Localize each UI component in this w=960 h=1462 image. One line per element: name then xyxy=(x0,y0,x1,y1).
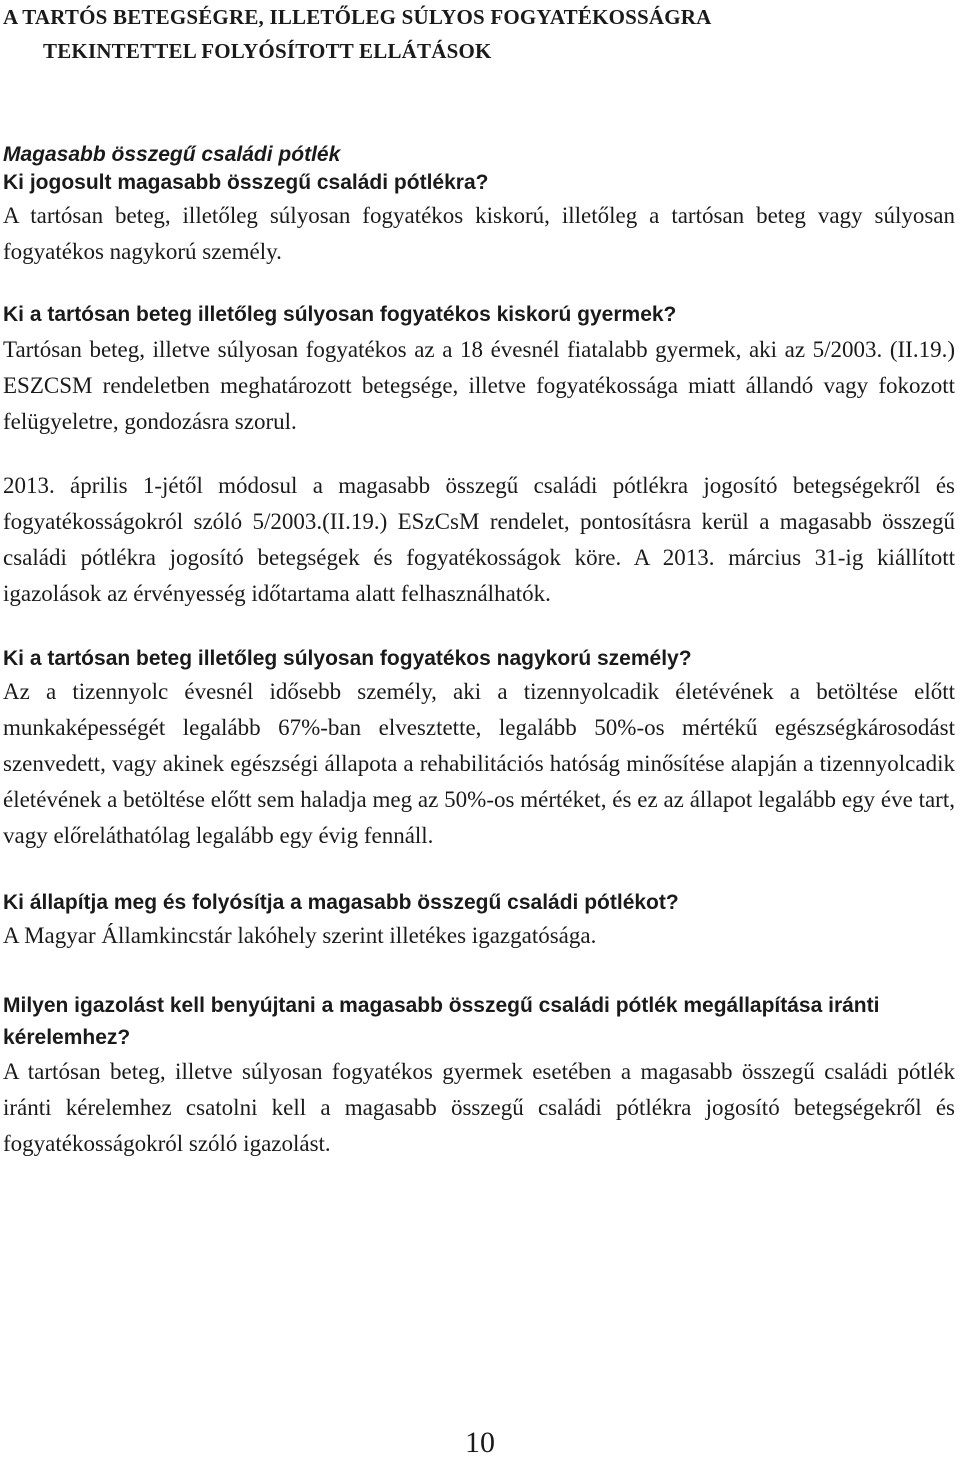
header-line-1: A TARTÓS BETEGSÉGRE, ILLETŐLEG SÚLYOS FOGYATÉKOSSÁGRA xyxy=(3,5,712,29)
qa-block xyxy=(3,990,955,1162)
answer-paragraph: A tartósan beteg, illetve súlyosan fogyatékos gyermek esetében a magasabb összegű családi pótlék iránti kérelemhez csatolni kell a magasabb összegű családi pótlékra jogosító betegségekről és fogyatékosságokról szóló igazolást. xyxy=(3,1059,955,1156)
document-page xyxy=(3,0,955,1162)
answer-paragraph: A tartósan beteg, illetőleg súlyosan fogyatékos kiskorú, illetőleg a tartósan beteg vagy súlyosan fogyatékos nagykorú személy. xyxy=(3,203,955,264)
page-number: 10 xyxy=(465,1426,495,1459)
answer-paragraph: Az a tizennyolc évesnél idősebb személy, aki a tizennyolcadik életévének a betöltése előtt munkaképességét legalább 67%-ban elvesztette, legalább 50%-os mértékű egészségkárosodást szenvedett, vagy akinek egészségi állapota a rehabilitációs hatóság minősítése alapján a tizennyolcadik életévének a betöltése előtt sem haladja meg az 50%-os mértéket, és ez az állapot legalább egy éve tart, vagy előreláthatólag legalább egy évig fennáll. xyxy=(3,679,955,848)
answer-paragraph: Tartósan beteg, illetve súlyosan fogyatékos az a 18 évesnél fiatalabb gyermek, aki az 5/2003. (II.19.) ESZCSM rendeletben meghatározott betegsége, illetve fogyatékossága miatt állandó vagy fokozott felügyeletre, gondozásra szorul. xyxy=(3,337,955,434)
qa-block xyxy=(3,644,955,854)
question-heading: Milyen igazolást kell benyújtani a magasabb összegű családi pótlék megállapítása iránti kérelemhez? xyxy=(3,994,880,1049)
question-heading: Ki jogosult magasabb összegű családi pótlékra? xyxy=(3,171,489,194)
answer-paragraph: 2013. április 1-jétől módosul a magasabb összegű családi pótlékra jogosító betegségekről és fogyatékosságokról szóló 5/2003.(II.19.) ESzCsM rendelet, pontosításra kerül a magasabb összegű családi pótlékra jogosító betegségek és fogyatékosságok köre. A 2013. március 31-ig kiállított igazolások az érvényesség időtartama alatt felhasználhatók. xyxy=(3,473,955,606)
question-heading: Ki állapítja meg és folyósítja a magasabb összegű családi pótlékot? xyxy=(3,891,679,914)
qa-block xyxy=(3,300,955,612)
section-intro xyxy=(3,140,955,270)
qa-block xyxy=(3,888,955,954)
header-line-2: TEKINTETTEL FOLYÓSÍTOTT ELLÁTÁSOK xyxy=(43,39,492,63)
question-heading: Ki a tartósan beteg illetőleg súlyosan fogyatékos nagykorú személy? xyxy=(3,647,692,670)
answer-paragraph: A Magyar Államkincstár lakóhely szerint illetékes igazgatósága. xyxy=(3,923,597,948)
question-heading: Ki a tartósan beteg illetőleg súlyosan fogyatékos kiskorú gyermek? xyxy=(3,303,677,326)
page-header xyxy=(3,0,955,68)
section-title: Magasabb összegű családi pótlék xyxy=(3,143,341,166)
